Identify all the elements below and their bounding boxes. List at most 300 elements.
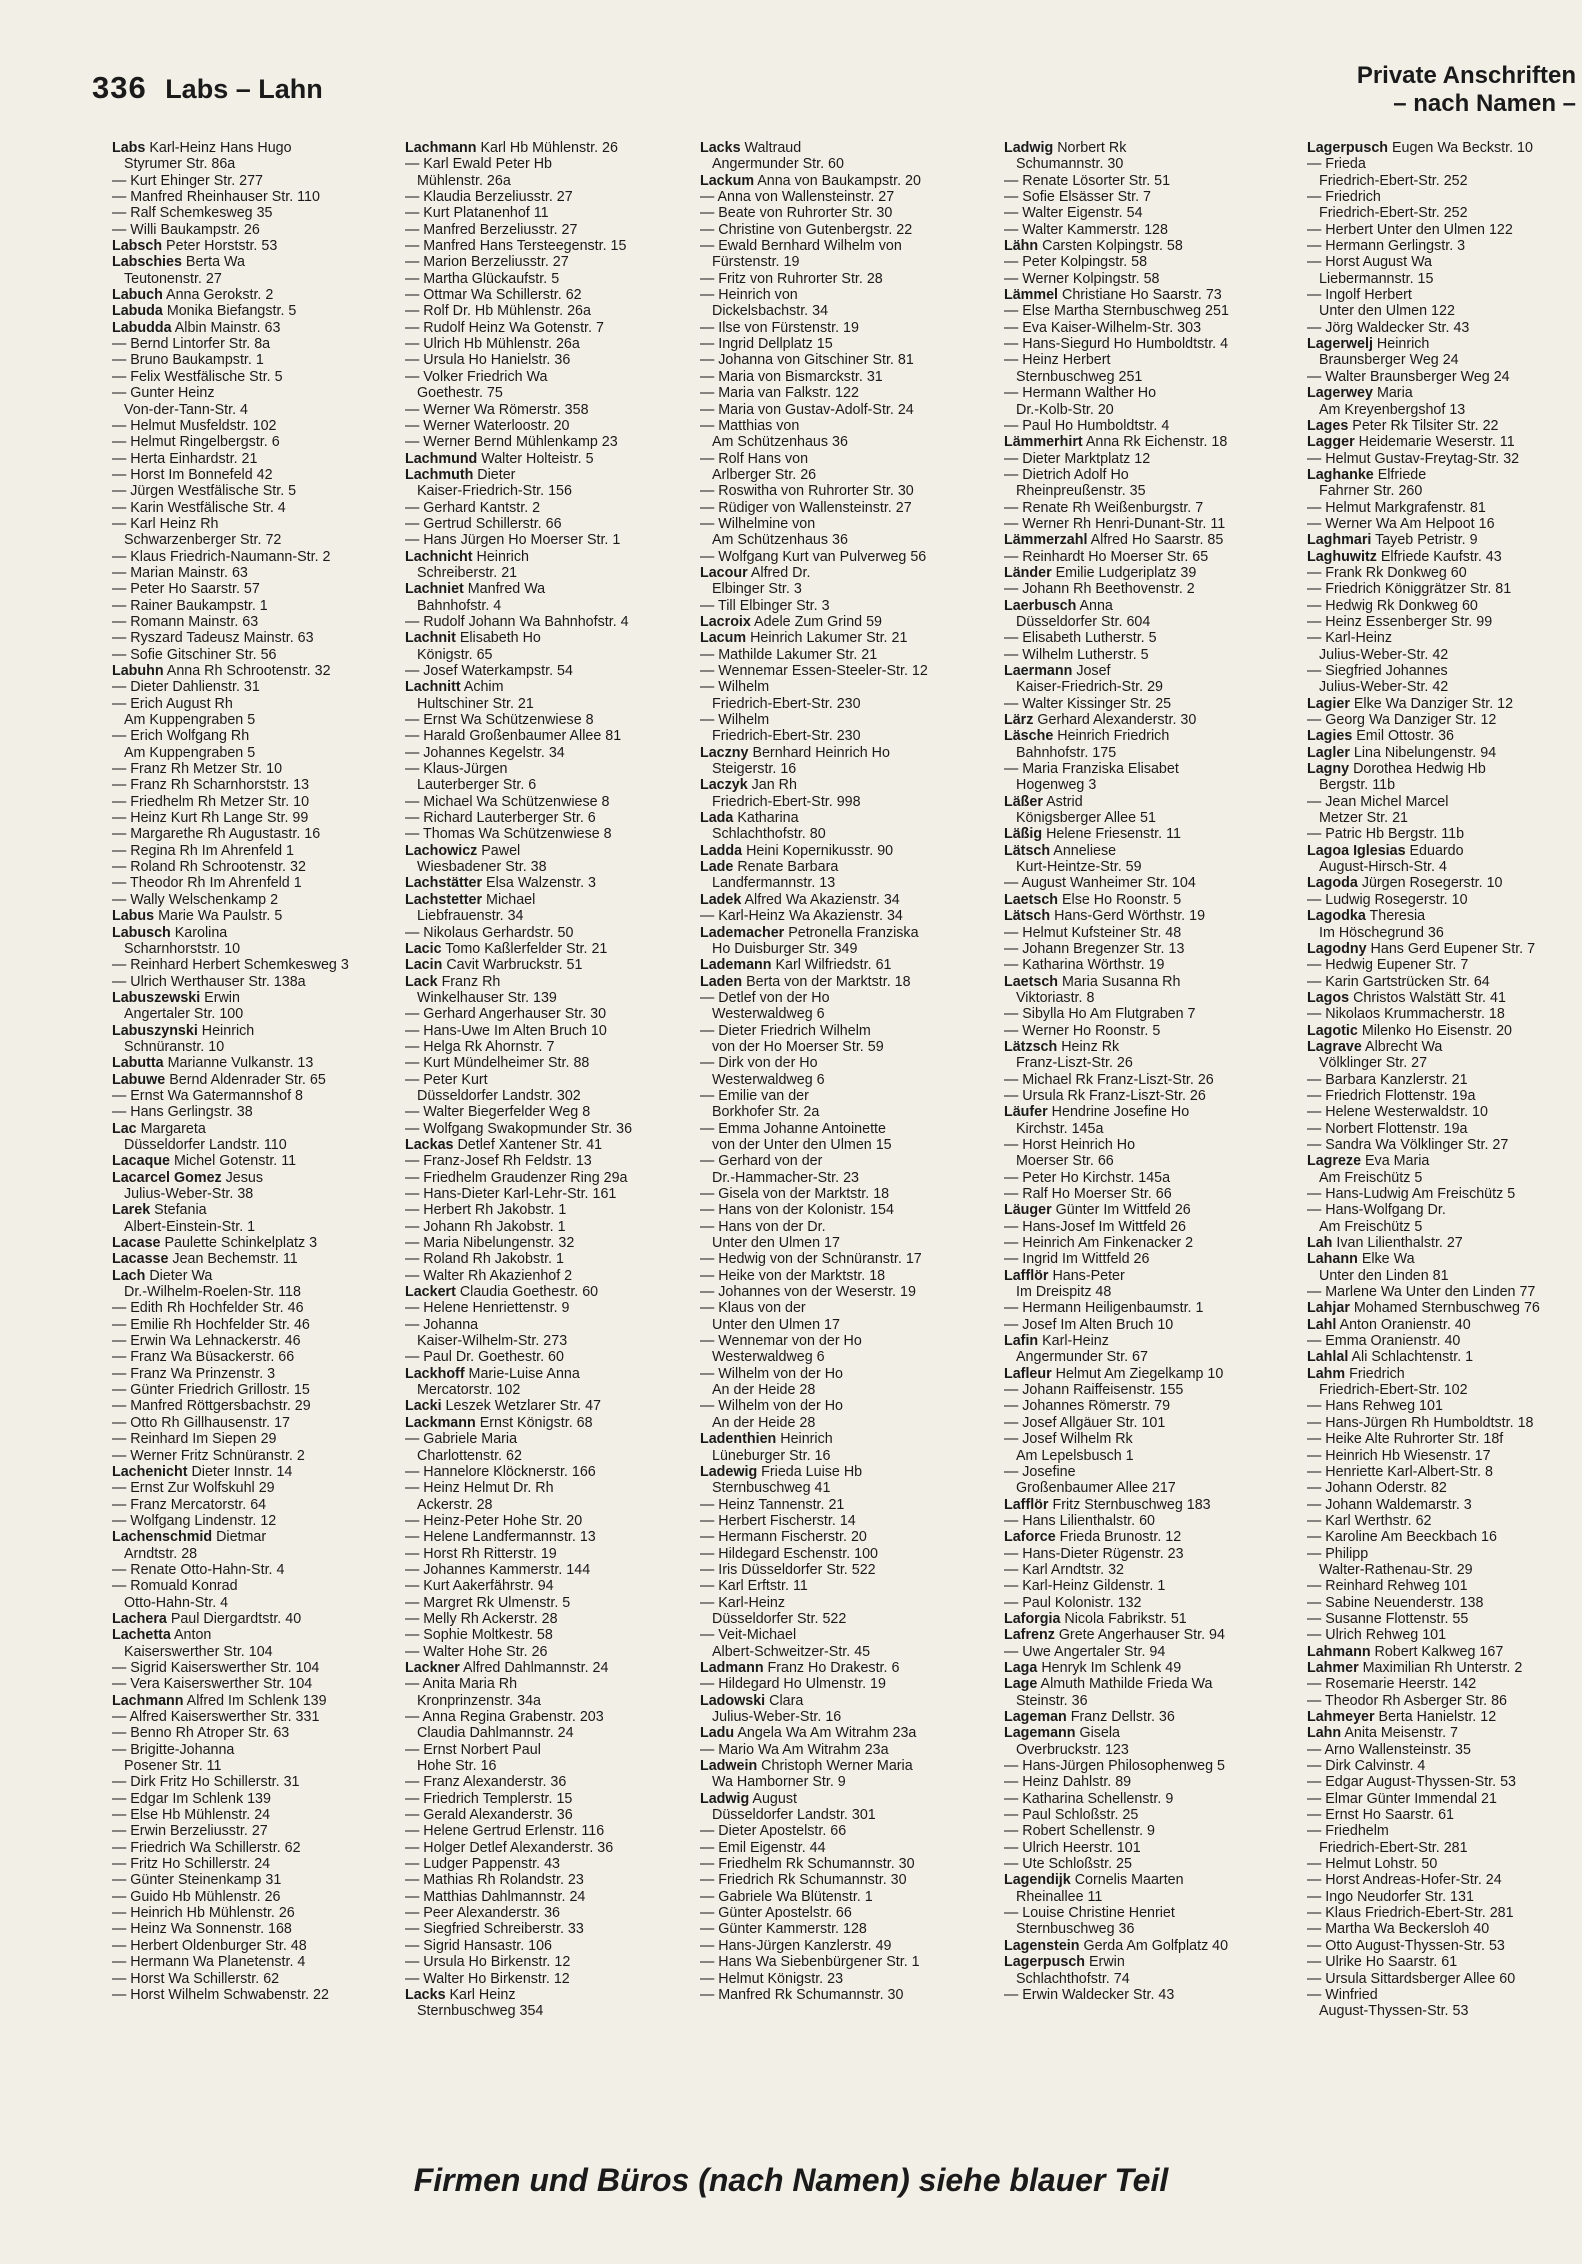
surname: Labschies <box>112 254 182 271</box>
directory-entry <box>1004 745 1294 761</box>
surname: Lahl <box>1307 1316 1337 1333</box>
entry-text: — Hans-Wolfgang Dr. <box>1307 1202 1446 1219</box>
directory-entry <box>700 826 990 842</box>
entry-text: — Friedhelm Rk Schumannstr. 30 <box>700 1856 915 1873</box>
entry-text: — Heinz-Peter Hohe Str. 20 <box>405 1512 583 1529</box>
entry-text: — Sophie Moltkestr. 58 <box>405 1627 553 1644</box>
directory-entry <box>405 1088 695 1104</box>
entry-text: August <box>749 1790 797 1807</box>
entry-text: Peter Rk Tilsiter Str. 22 <box>1348 417 1499 434</box>
entry-text: von der Unter den Ulmen 15 <box>712 1136 892 1153</box>
entry-text: — Friedhelm Graudenzer Ring 29a <box>405 1169 628 1186</box>
entry-text: — Ernst Wa Schützenwiese 8 <box>405 712 594 729</box>
entry-text: — Roland Rh Schrootenstr. 32 <box>112 859 306 876</box>
entry-text: — Emil Eigenstr. 44 <box>700 1839 826 1856</box>
directory-entry <box>1004 1121 1294 1137</box>
column-1 <box>112 140 402 2003</box>
entry-text: Heinrich <box>197 1022 255 1039</box>
directory-entry <box>112 1219 402 1235</box>
directory-entry <box>405 1415 695 1431</box>
directory-entry <box>700 728 990 744</box>
directory-entry <box>700 1251 990 1267</box>
entry-text: — Sofie Elsässer Str. 7 <box>1004 189 1151 206</box>
surname: Laetsch <box>1004 891 1059 908</box>
directory-entry <box>405 1268 695 1284</box>
directory-entry <box>700 859 990 875</box>
directory-entry <box>1307 712 1579 728</box>
entry-text: Walter-Rathenau-Str. 29 <box>1319 1561 1473 1578</box>
directory-entry <box>1307 1513 1579 1529</box>
entry-text: Bahnhofstr. 175 <box>1016 744 1117 761</box>
entry-text: Maria <box>1372 385 1413 402</box>
entry-text: — Franz Rh Metzer Str. 10 <box>112 761 283 778</box>
directory-entry <box>405 352 695 368</box>
directory-entry <box>1004 1284 1294 1300</box>
directory-entry <box>700 1431 990 1447</box>
entry-text: Marianne Vulkanstr. 13 <box>163 1055 314 1072</box>
directory-entry <box>112 1055 402 1071</box>
directory-entry <box>700 777 990 793</box>
directory-entry <box>112 1006 402 1022</box>
directory-entry <box>1004 974 1294 990</box>
entry-text: — Horst Im Bonnefeld 42 <box>112 466 273 483</box>
directory-entry <box>1307 941 1579 957</box>
directory-entry <box>405 1774 695 1790</box>
directory-entry <box>700 1987 990 2003</box>
directory-entry <box>700 1366 990 1382</box>
directory-entry <box>1004 1562 1294 1578</box>
directory-entry <box>112 385 402 401</box>
entry-text: — Uwe Angertaler Str. 94 <box>1004 1643 1166 1660</box>
directory-entry <box>112 549 402 565</box>
surname: Lahmann <box>1307 1643 1371 1660</box>
directory-entry <box>700 696 990 712</box>
entry-text: — Helmut Markgrafenstr. 81 <box>1307 499 1486 516</box>
directory-entry <box>1307 777 1579 793</box>
directory-entry <box>1307 222 1579 238</box>
entry-text: — Reinhard Herbert Schemkesweg 3 <box>112 957 349 974</box>
entry-text: — Sabine Neuenderstr. 138 <box>1307 1594 1484 1611</box>
directory-entry <box>112 1464 402 1480</box>
surname: Lagler <box>1307 744 1350 761</box>
surname: Lack <box>405 973 438 990</box>
directory-entry <box>1004 1546 1294 1562</box>
entry-text: — Maria von Bismarckstr. 31 <box>700 368 883 385</box>
directory-entry <box>1307 1055 1579 1071</box>
directory-entry <box>1004 565 1294 581</box>
directory-entry <box>1004 1595 1294 1611</box>
directory-entry <box>1004 173 1294 189</box>
directory-entry <box>1307 451 1579 467</box>
directory-entry <box>700 1497 990 1513</box>
surname: Ladmann <box>700 1659 764 1676</box>
entry-text: — Eva Kaiser-Wilhelm-Str. 303 <box>1004 319 1202 336</box>
entry-text: — Gabriele Maria <box>405 1431 518 1448</box>
entry-text: Anneliese <box>1050 842 1117 859</box>
entry-text: Ivan Lilienthalstr. 27 <box>1332 1235 1463 1252</box>
directory-entry <box>1004 1448 1294 1464</box>
directory-entry <box>112 238 402 254</box>
directory-entry <box>112 1840 402 1856</box>
directory-entry <box>1004 1186 1294 1202</box>
directory-entry <box>1307 1153 1579 1169</box>
entry-text: — Henriette Karl-Albert-Str. 8 <box>1307 1463 1493 1480</box>
directory-entry <box>1307 1202 1579 1218</box>
directory-entry <box>700 745 990 761</box>
directory-entry <box>112 1415 402 1431</box>
directory-entry <box>112 140 402 156</box>
entry-text: Josef <box>1072 663 1111 679</box>
surname: Ladwein <box>700 1758 758 1775</box>
directory-entry <box>700 1791 990 1807</box>
directory-entry <box>1004 1905 1294 1921</box>
directory-entry <box>1004 1023 1294 1039</box>
directory-entry <box>405 826 695 842</box>
directory-entry <box>700 320 990 336</box>
entry-text: Hans Gerd Eupener Str. 7 <box>1366 940 1536 957</box>
directory-entry <box>112 810 402 826</box>
surname: Labusch <box>112 924 171 941</box>
surname: Lähn <box>1004 238 1039 255</box>
directory-entry <box>405 434 695 450</box>
directory-entry <box>1004 794 1294 810</box>
directory-entry <box>1307 1268 1579 1284</box>
surname: Lachstätter <box>405 875 483 892</box>
entry-text: — Johannes Kegelstr. 34 <box>405 744 565 761</box>
directory-entry <box>1004 1366 1294 1382</box>
entry-text: Marie-Luise Anna <box>464 1365 580 1382</box>
directory-entry <box>1307 794 1579 810</box>
directory-entry <box>700 1186 990 1202</box>
directory-entry <box>405 189 695 205</box>
directory-entry <box>1307 516 1579 532</box>
directory-entry <box>112 581 402 597</box>
entry-text: Westerwaldweg 6 <box>712 1071 825 1088</box>
directory-entry <box>700 189 990 205</box>
entry-text: Königsberger Allee 51 <box>1016 810 1156 827</box>
entry-text: — Erwin Wa Lehnackerstr. 46 <box>112 1333 301 1350</box>
directory-entry <box>112 1627 402 1643</box>
entry-text: — Gerhard von der <box>700 1153 823 1170</box>
entry-text: — Helmut Königstr. 23 <box>700 1970 844 1987</box>
entry-text: — Sibylla Ho Am Flutgraben 7 <box>1004 1006 1196 1023</box>
directory-entry <box>112 1742 402 1758</box>
surname: Lage <box>1004 1676 1038 1693</box>
entry-text: — Mathias Rh Rolandstr. 23 <box>405 1872 584 1889</box>
directory-entry <box>405 532 695 548</box>
directory-entry <box>1307 1497 1579 1513</box>
entry-text: Mercatorstr. 102 <box>417 1382 521 1399</box>
entry-text: — Günter Friedrich Grillostr. 15 <box>112 1382 310 1399</box>
directory-entry <box>1307 402 1579 418</box>
entry-text: — Else Hb Mühlenstr. 24 <box>112 1807 271 1824</box>
directory-entry <box>405 1644 695 1660</box>
surname: Lafrenz <box>1004 1627 1055 1644</box>
directory-entry <box>700 1971 990 1987</box>
entry-text: — Herbert Unter den Ulmen 122 <box>1307 221 1513 238</box>
directory-entry <box>112 1251 402 1267</box>
directory-entry <box>700 418 990 434</box>
directory-entry <box>112 777 402 793</box>
entry-text: Elke Wa Danziger Str. 12 <box>1349 695 1514 712</box>
entry-text: — Edith Rh Hochfelder Str. 46 <box>112 1300 304 1317</box>
entry-text: Elke Wa <box>1357 1251 1415 1268</box>
directory-entry <box>1307 843 1579 859</box>
directory-entry <box>1004 189 1294 205</box>
directory-entry <box>1004 1791 1294 1807</box>
entry-text: Anna Rh Schrootenstr. 32 <box>163 663 331 679</box>
entry-text: — Peter Kolpingstr. 58 <box>1004 254 1148 271</box>
directory-entry <box>1307 1938 1579 1954</box>
entry-text: Am Freischütz 5 <box>1319 1218 1423 1235</box>
entry-text: — Klaus Friedrich-Ebert-Str. 281 <box>1307 1905 1514 1922</box>
directory-entry <box>1004 647 1294 663</box>
entry-text: — Bruno Baukampstr. 1 <box>112 352 264 369</box>
directory-entry <box>1307 287 1579 303</box>
entry-text: Günter Im Wittfeld 26 <box>1051 1202 1191 1219</box>
directory-entry <box>405 777 695 793</box>
directory-entry <box>405 565 695 581</box>
entry-text: — Hans-Jürgen Kanzlerstr. 49 <box>700 1937 892 1954</box>
directory-entry <box>405 1300 695 1316</box>
entry-text: — Marion Berzeliusstr. 27 <box>405 254 569 271</box>
directory-entry <box>1004 1251 1294 1267</box>
entry-text: — Rolf Hans von <box>700 450 809 467</box>
directory-entry <box>700 1856 990 1872</box>
entry-text: — Karl Arndtstr. 32 <box>1004 1561 1124 1578</box>
surname: Ladwig <box>1004 140 1054 156</box>
directory-entry <box>700 1546 990 1562</box>
entry-text: Alfred Dahlmannstr. 24 <box>459 1659 609 1676</box>
entry-text: Franz Rh <box>437 973 501 990</box>
entry-text: — Brigitte-Johanna <box>112 1741 235 1758</box>
directory-entry <box>112 663 402 679</box>
surname: Länder <box>1004 564 1052 581</box>
directory-entry <box>112 794 402 810</box>
entry-text: Karl Wilfriedstr. 61 <box>771 957 892 974</box>
entry-text: — Theodor Rh Asberger Str. 86 <box>1307 1692 1508 1709</box>
directory-entry <box>112 1366 402 1382</box>
entry-text: Karl-Heinz Hans Hugo <box>145 140 292 156</box>
directory-entry <box>1004 352 1294 368</box>
entry-text: — Otto Rh Gillhausenstr. 17 <box>112 1414 290 1431</box>
entry-text: — Regina Rh Im Ahrenfeld 1 <box>112 842 294 859</box>
directory-entry <box>1307 1431 1579 1447</box>
directory-entry <box>1307 1676 1579 1692</box>
entry-text: Cavit Warbruckstr. 51 <box>442 957 583 974</box>
entry-text: — Friedrich Rk Schumannstr. 30 <box>700 1872 907 1889</box>
directory-entry <box>1307 1464 1579 1480</box>
directory-entry <box>700 532 990 548</box>
surname: Lachniet <box>405 581 464 598</box>
entry-text: — Friedrich Königgrätzer Str. 81 <box>1307 581 1512 598</box>
entry-text: Dietmar <box>212 1529 267 1546</box>
entry-text: — Iris Düsseldorfer Str. 522 <box>700 1561 876 1578</box>
directory-entry <box>405 1595 695 1611</box>
directory-entry <box>405 1006 695 1022</box>
directory-entry <box>112 1562 402 1578</box>
entry-text: — Georg Wa Danziger Str. 12 <box>1307 712 1497 729</box>
entry-text: — Philipp <box>1307 1545 1369 1562</box>
entry-text: Julius-Weber-Str. 42 <box>1319 646 1449 663</box>
surname: Lämmerzahl <box>1004 532 1088 549</box>
entry-text: Anton Oranienstr. 40 <box>1336 1316 1471 1333</box>
directory-entry <box>112 1431 402 1447</box>
entry-text: — Reinhardt Ho Moerser Str. 65 <box>1004 548 1209 565</box>
directory-entry <box>700 1202 990 1218</box>
entry-text: Alfred Wa Akazienstr. 34 <box>741 891 900 908</box>
directory-entry <box>700 1578 990 1594</box>
directory-entry <box>1004 532 1294 548</box>
entry-text: Kronprinzenstr. 34a <box>417 1692 541 1709</box>
entry-text: — Maria Nibelungenstr. 32 <box>405 1235 575 1252</box>
entry-text: — Martha Wa Beckersloh 40 <box>1307 1921 1490 1938</box>
entry-text: von der Ho Moerser Str. 59 <box>712 1038 884 1055</box>
directory-entry <box>405 1349 695 1365</box>
surname: Lachmann <box>112 1692 184 1709</box>
surname: Laforce <box>1004 1529 1056 1546</box>
entry-text: — August Wanheimer Str. 104 <box>1004 875 1196 892</box>
directory-entry <box>405 794 695 810</box>
entry-text: — Ute Schloßstr. 25 <box>1004 1856 1132 1873</box>
surname: Lagoda <box>1307 875 1358 892</box>
directory-entry <box>700 287 990 303</box>
surname: Ladda <box>700 842 743 859</box>
entry-text: — Hans-Dieter Karl-Lehr-Str. 161 <box>405 1186 617 1202</box>
directory-entry <box>1004 467 1294 483</box>
entry-text: — Gerald Alexanderstr. 36 <box>405 1807 573 1824</box>
entry-text: Steinstr. 36 <box>1016 1692 1088 1709</box>
directory-entry <box>112 1709 402 1725</box>
directory-entry <box>405 1333 695 1349</box>
entry-text: Elfriede <box>1373 466 1427 483</box>
entry-text: — Heike Alte Ruhrorter Str. 18f <box>1307 1431 1504 1448</box>
entry-text: Almuth Mathilde Frieda Wa <box>1037 1676 1213 1693</box>
surname: Läuger <box>1004 1202 1052 1219</box>
surname: Lacin <box>405 957 443 974</box>
surname: Ladwig <box>700 1790 750 1807</box>
directory-entry <box>1004 908 1294 924</box>
entry-text: — Johannes Kammerstr. 144 <box>405 1561 591 1578</box>
directory-entry <box>700 467 990 483</box>
entry-text: — Ulrich Rehweg 101 <box>1307 1627 1447 1644</box>
directory-entry <box>1004 892 1294 908</box>
surname: Lafflör <box>1004 1267 1049 1284</box>
directory-entry <box>405 1562 695 1578</box>
entry-text: Frieda Luise Hb <box>757 1463 863 1480</box>
directory-entry <box>405 1905 695 1921</box>
directory-entry <box>1307 761 1579 777</box>
directory-entry <box>1004 254 1294 270</box>
directory-entry <box>405 1072 695 1088</box>
entry-text: — Franz Mercatorstr. 64 <box>112 1496 267 1513</box>
directory-entry <box>700 875 990 891</box>
surname: Lac <box>112 1120 137 1137</box>
entry-text: Mühlenstr. 26a <box>417 172 511 189</box>
entry-text: — Melly Rh Ackerstr. 28 <box>405 1610 558 1627</box>
directory-entry <box>1307 271 1579 287</box>
entry-text: Friedrich-Ebert-Str. 281 <box>1319 1839 1468 1856</box>
directory-entry <box>112 630 402 646</box>
surname: Lacum <box>700 630 747 647</box>
directory-entry <box>112 1644 402 1660</box>
directory-entry <box>1307 369 1579 385</box>
directory-entry <box>1004 1758 1294 1774</box>
directory-entry <box>1004 238 1294 254</box>
entry-text: — Karl-Heinz <box>700 1594 786 1611</box>
running-head-line2: – nach Namen – <box>1393 90 1576 117</box>
surname: Lahmer <box>1307 1659 1359 1676</box>
directory-entry <box>112 614 402 630</box>
entry-text: — Ursula Ho Birkenstr. 12 <box>405 1954 571 1971</box>
directory-entry <box>1307 1088 1579 1104</box>
entry-text: Heinrich <box>1372 336 1430 353</box>
directory-entry <box>700 222 990 238</box>
entry-text: — Ralf Schemkesweg 35 <box>112 205 273 222</box>
entry-text: — Franz Wa Büsackerstr. 66 <box>112 1349 295 1366</box>
directory-entry <box>112 1758 402 1774</box>
directory-entry <box>405 908 695 924</box>
surname: Läßer <box>1004 793 1043 810</box>
entry-text: — Helmut Ringelbergstr. 6 <box>112 434 280 451</box>
entry-text: — Heinz Herbert <box>1004 352 1111 369</box>
entry-text: Steigerstr. 16 <box>712 761 797 778</box>
entry-text: — Ludger Pappenstr. 43 <box>405 1856 560 1873</box>
entry-text: Albin Mainstr. 63 <box>171 319 281 336</box>
directory-entry <box>1004 1774 1294 1790</box>
entry-text: Posener Str. 11 <box>124 1758 222 1775</box>
directory-entry <box>700 434 990 450</box>
entry-text: Friedrich-Ebert-Str. 998 <box>712 793 861 810</box>
entry-text: — Helga Rk Ahornstr. 7 <box>405 1038 555 1055</box>
entry-text: — Helene Landfermannstr. 13 <box>405 1529 596 1546</box>
entry-text: Julius-Weber-Str. 38 <box>124 1186 254 1202</box>
surname: Läßig <box>1004 826 1043 843</box>
directory-entry <box>1004 696 1294 712</box>
surname: Laga <box>1004 1659 1038 1676</box>
entry-text: — Elisabeth Lutherstr. 5 <box>1004 630 1157 647</box>
entry-text: Grete Angerhauser Str. 94 <box>1054 1627 1225 1644</box>
entry-text: Marie Wa Paulstr. 5 <box>154 908 283 925</box>
surname: Lachmund <box>405 450 478 467</box>
surname: Lagger <box>1307 434 1355 451</box>
entry-text: Westerwaldweg 6 <box>712 1349 825 1366</box>
entry-text: Von-der-Tann-Str. 4 <box>124 401 248 418</box>
surname: Lachnitt <box>405 679 461 696</box>
entry-text: — Horst Wilhelm Schwabenstr. 22 <box>112 1986 329 2003</box>
entry-text: Mohamed Sternbuschweg 76 <box>1349 1300 1540 1317</box>
entry-text: Heinz Rk <box>1057 1038 1120 1055</box>
directory-entry <box>405 1235 695 1251</box>
directory-entry <box>1004 1202 1294 1218</box>
directory-entry <box>700 663 990 679</box>
entry-text: — Wennemar Essen-Steeler-Str. 12 <box>700 663 928 679</box>
directory-entry <box>700 908 990 924</box>
entry-text: — Elmar Günter Immendal 21 <box>1307 1790 1497 1807</box>
entry-text: — Wilhelm von der Ho <box>700 1365 844 1382</box>
surname: Lätsch <box>1004 908 1051 925</box>
directory-entry <box>1004 1219 1294 1235</box>
entry-text: Eugen Wa Beckstr. 10 <box>1388 140 1533 156</box>
directory-entry <box>1307 1595 1579 1611</box>
surname: Labus <box>112 908 155 925</box>
directory-entry <box>1004 777 1294 793</box>
directory-entry <box>1307 500 1579 516</box>
directory-entry <box>1307 1905 1579 1921</box>
directory-entry <box>112 369 402 385</box>
surname: Läufer <box>1004 1104 1048 1121</box>
entry-text: — Winfried <box>1307 1986 1378 2003</box>
